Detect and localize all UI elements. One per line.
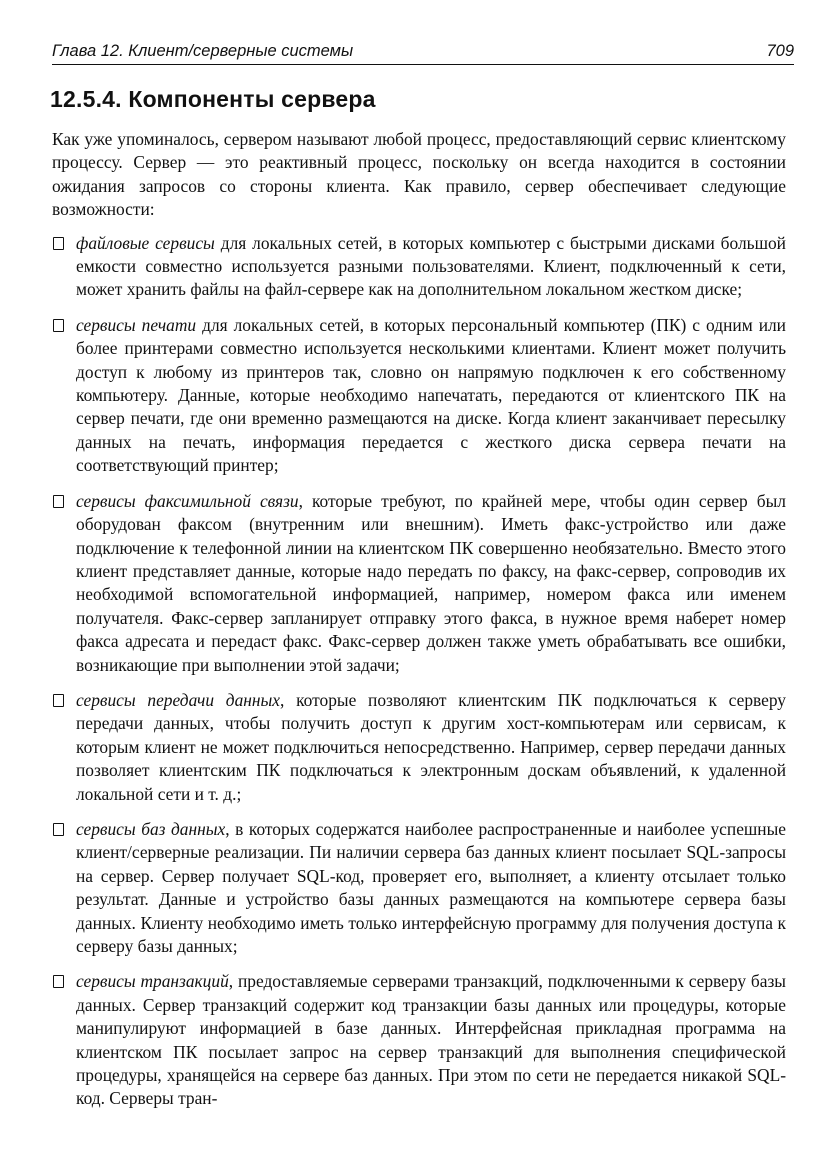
checkbox-bullet-icon <box>53 975 64 988</box>
checkbox-bullet-icon <box>53 495 64 508</box>
checkbox-bullet-icon <box>53 694 64 707</box>
item-text: для локальных сетей, в которых компьютер с быстрыми дисками большой емкости совместно используется разными пользователями. Клиент, подключенный к сети, может хранить файлы на файл-сервере как на дополнительном локальном жестком диске; <box>76 232 786 300</box>
item-text: , которые требуют, по крайней мере, чтобы один сервер был оборудован факсом (внутренним или внешним). Иметь факс-устройство или даже подключение к телефонной линии на клиентском ПК совершенно необязательно. Вместо этого клиент представляет данные, которые надо передать по факсу, на факс-сервер, сопроводив их необходимой вспомогательной информацией, например, номером факса или именем получателя. Факс-сервер запланирует отправку этого факса, в нужное время наберет номер факса адресата и передаст факс. Факс-сервер должен также уметь обрабатывать все ошибки, возникающие при выполнении этой задачи; <box>76 490 786 675</box>
page-number: 709 <box>766 42 794 60</box>
intro-paragraph: Как уже упоминалось, сервером называют любой процесс, предоставляющий сервис клиентскому процессу. Сервер — это реактивный процесс, поскольку он всегда находится в состоянии ожидания запросов со стороны клиента. Как правило, сервер обеспечивает следующие возможности: <box>52 129 786 220</box>
item-term: сервисы баз данных <box>76 818 226 839</box>
item-text: , которые позволяют клиентским ПК подключаться к серверу передачи данных, чтобы получить доступ к другим хост-компьютерам или сервисам, к которым клиент не может подключиться непосредственно. Например, сервер передачи данных позволяет клиентским ПК подключаться к электронным доскам объявлений, к удаленной локальной сети и т. д.; <box>76 689 786 804</box>
item-term: файловые сервисы <box>76 232 215 253</box>
list-item <box>52 818 786 958</box>
list-item <box>52 970 786 1110</box>
item-term: сервисы печати <box>76 314 197 335</box>
checkbox-bullet-icon <box>53 237 64 250</box>
chapter-title: Глава 12. Клиент/серверные системы <box>52 42 354 60</box>
list-item <box>52 490 786 677</box>
body-text <box>52 128 786 1123</box>
list-item <box>52 689 786 806</box>
item-term: сервисы передачи данных <box>76 689 281 710</box>
running-header <box>52 38 794 65</box>
list-item <box>52 314 786 478</box>
item-text: , в которых содержатся наиболее распространенные и наиболее успешные клиент/серверные реализации. Пи наличии сервера баз данных клиент посылает SQL-запросы на сервер. Сервер получает SQL-код, проверяет его, выполняет, а клиенту отсылает только результат. Данные и устройство базы данных размещаются на компьютере сервера базы данных. Клиенту необходимо иметь только интерфейсную программу для получения доступа к серверу базы данных; <box>76 818 787 956</box>
server-services-list <box>52 232 786 1111</box>
item-term: сервисы факсимильной связи <box>76 490 299 511</box>
item-term: сервисы транзакций <box>76 971 229 992</box>
list-item <box>52 232 786 302</box>
checkbox-bullet-icon <box>53 319 64 332</box>
item-text: , предоставляемые серверами транзакций, подключенными к серверу базы данных. Сервер транзакций содержит код транзакции базы данных или процедуры, которые манипулируют информацией в базе данных. Интерфейсная прикладная программа на клиентском ПК посылает запрос на сервер транзакций для выполнения специфической процедуры, хранящейся на сервере баз данных. При этом по сети не передается никакой SQL-код. Серверы тран- <box>76 971 786 1109</box>
item-text: для локальных сетей, в которых персональный компьютер (ПК) с одним или более принтерами совместно используется несколькими клиентами. Клиент может получить доступ к любому из принтеров так, словно он напрямую подключен к его собственному компьютеру. Данные, которые необходимо напечатать, передаются от клиентского ПК на сервер печати, где они временно размещаются на диске. Когда клиент заканчивает пересылку данных на печать, информация передается с жесткого диска сервера печати на соответствующий принтер; <box>76 314 786 476</box>
section-heading: 12.5.4. Компоненты сервера <box>50 86 376 112</box>
checkbox-bullet-icon <box>53 823 64 836</box>
